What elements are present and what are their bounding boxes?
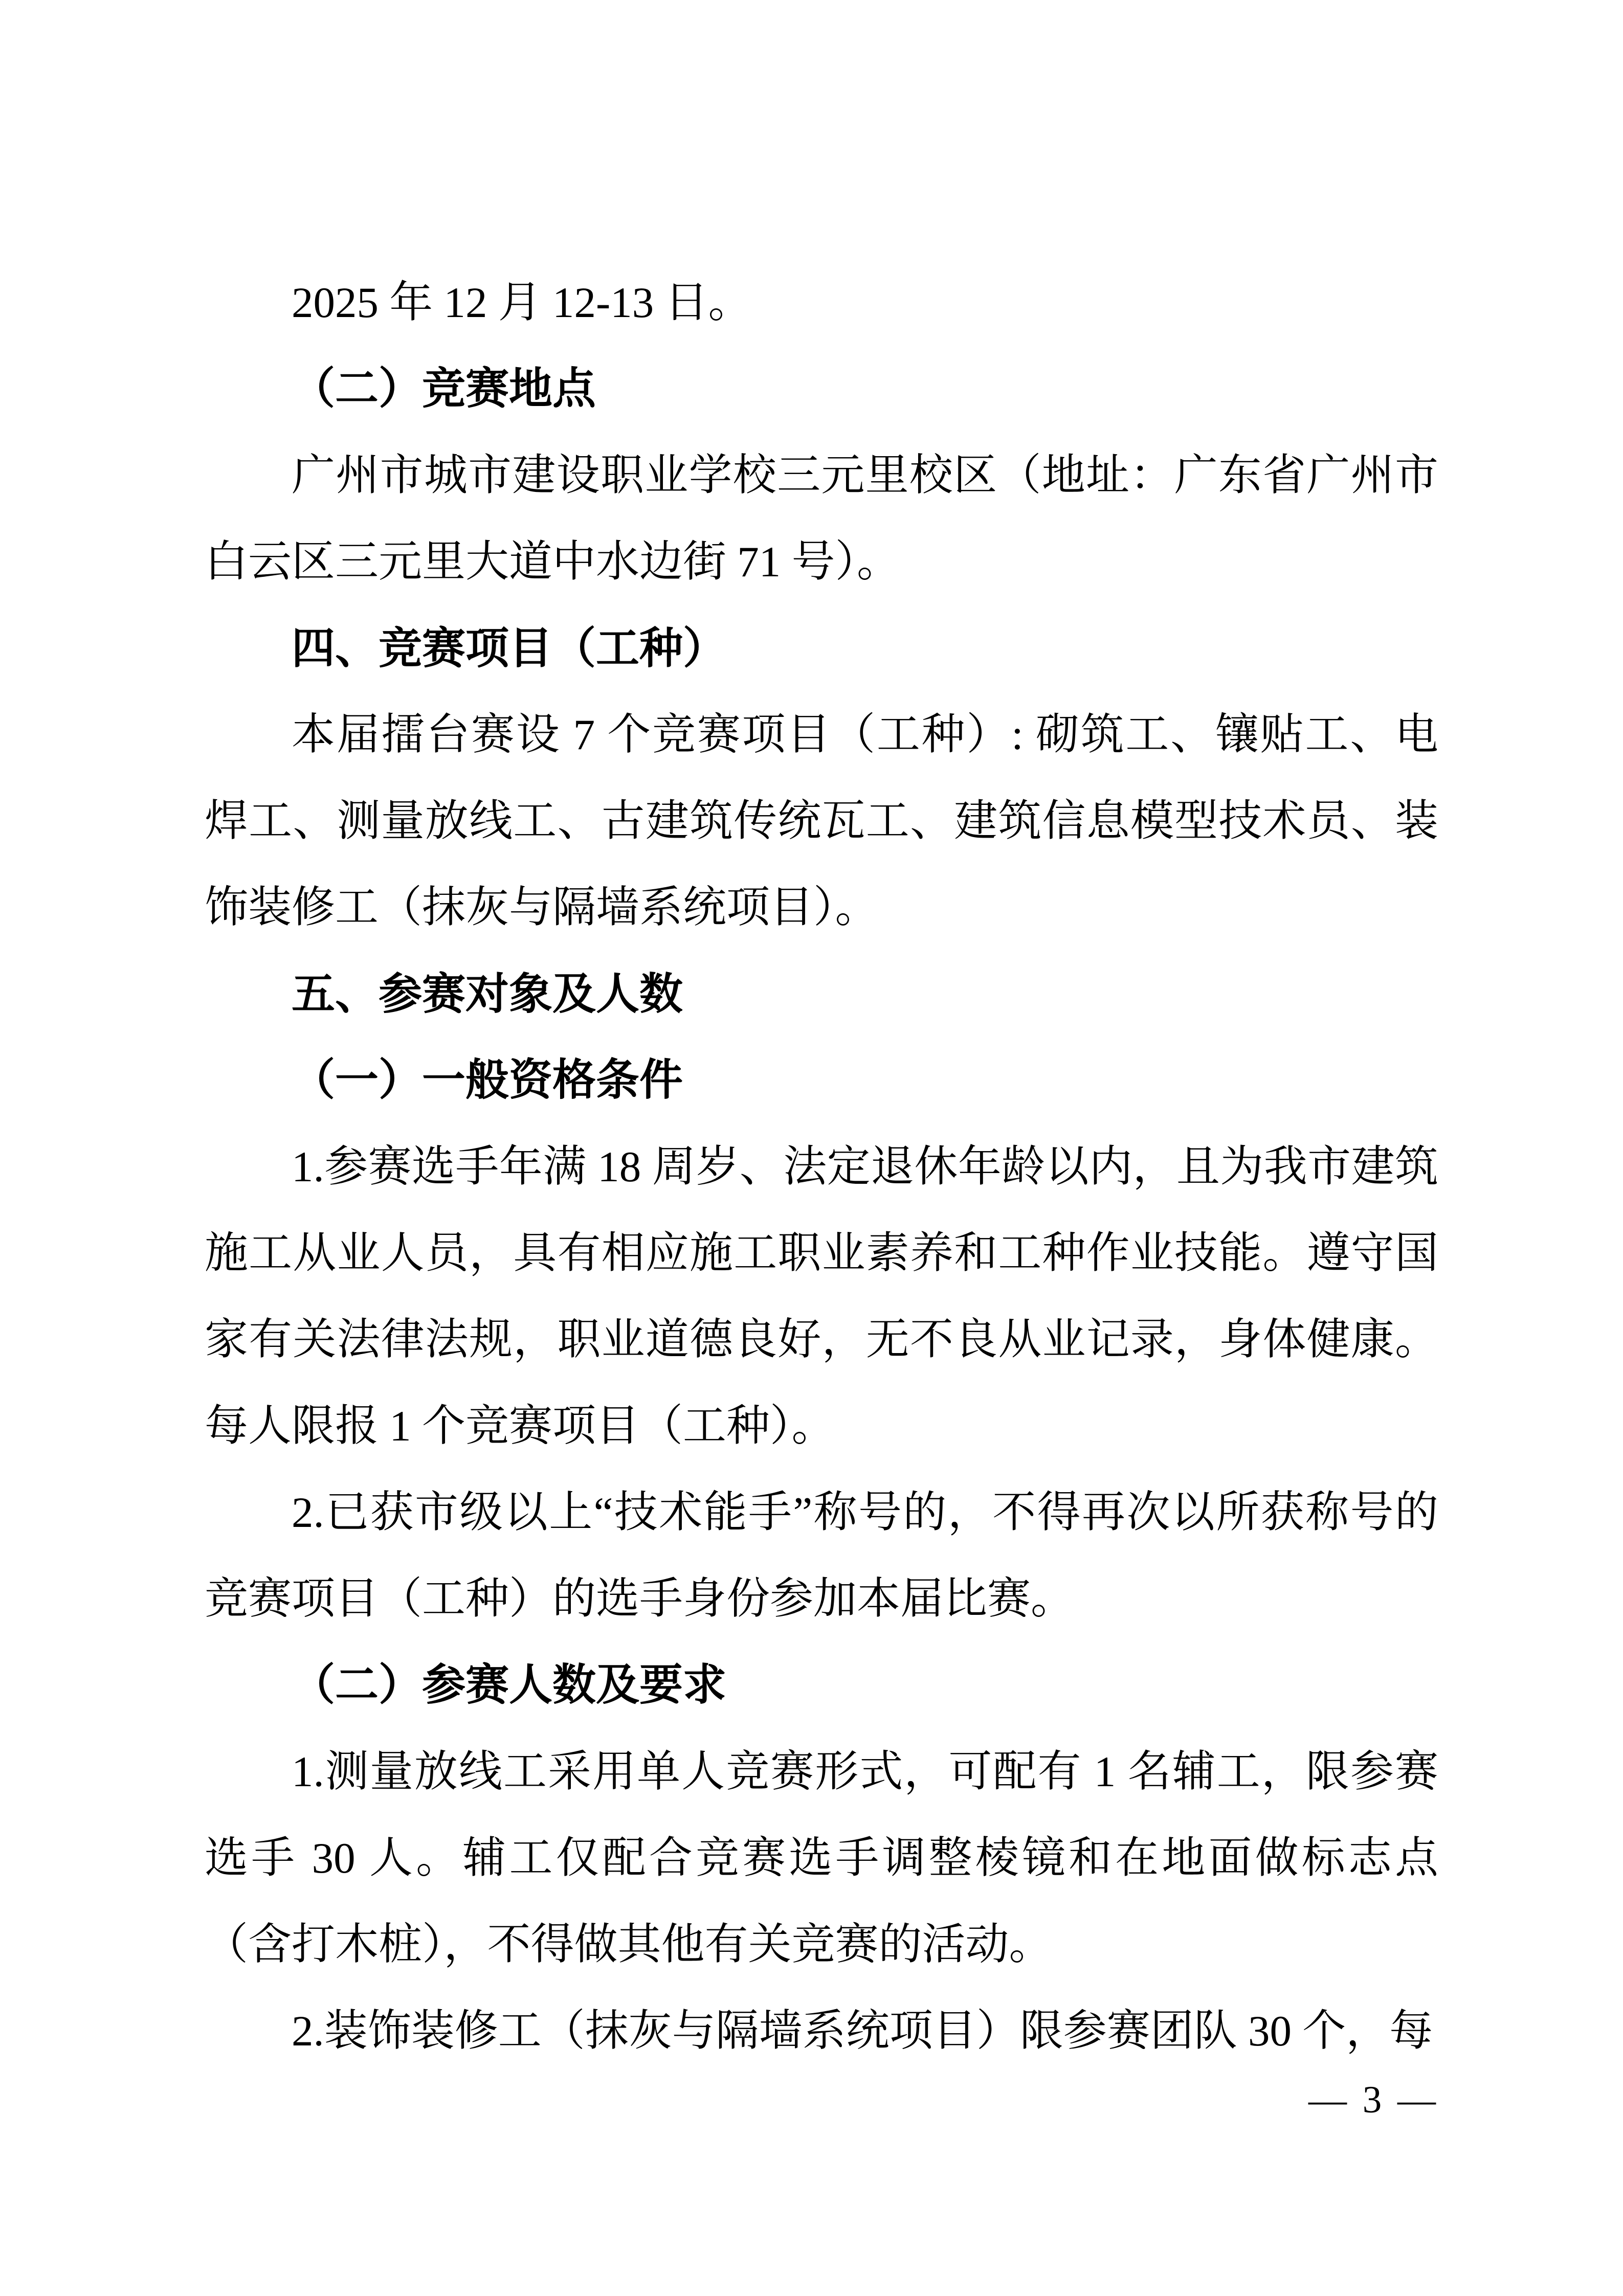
heading-competition-venue: （二）竞赛地点 xyxy=(292,365,596,413)
paragraph-eligibility-rule-2: 2.已获市级以上“技术能手”称号的，不得再次以所获称号的竞赛项目（工种）的选手身份参加本届比赛。 xyxy=(205,1489,1438,1623)
paragraph-event-list: 本届擂台赛设 7 个竞赛项目（工种）: 砌筑工、镶贴工、电焊工、测量放线工、古建筑传统瓦工、建筑信息模型技术员、装饰装修工（抹灰与隔墙系统项目）。 xyxy=(205,711,1438,932)
paragraph-participant-rule-1: 1.测量放线工采用单人竞赛形式，可配有 1 名辅工，限参赛选手 30 人。辅工仅配合竞赛选手调整棱镜和在地面做标志点（含打木桩），不得做其他有关竞赛的活动。 xyxy=(205,1748,1438,1969)
heading-general-eligibility: （一）一般资格条件 xyxy=(292,1056,683,1105)
heading-participant-count: （二）参赛人数及要求 xyxy=(292,1661,727,1709)
heading-section-4-events: 四、竞赛项目（工种） xyxy=(292,624,727,673)
document-body xyxy=(205,260,1438,2075)
paragraph-venue-address: 广州市城市建设职业学校三元里校区（地址：广东省广州市白云区三元里大道中水边街 71 号）。 xyxy=(205,452,1438,586)
heading-section-5-participants: 五、参赛对象及人数 xyxy=(292,970,683,1019)
paragraph-eligibility-rule-1: 1.参赛选手年满 18 周岁、法定退休年龄以内，且为我市建筑施工从业人员，具有相应施工职业素养和工种作业技能。遵守国家有关法律法规，职业道德良好，无不良从业记录，身体健康。每人限报 1 个竞赛项目（工种）。 xyxy=(205,1143,1438,1450)
page-number: — 3 — xyxy=(1308,2079,1439,2121)
paragraph-competition-date: 2025 年 12 月 12-13 日。 xyxy=(292,279,752,327)
paragraph-participant-rule-2: 2.装饰装修工（抹灰与隔墙系统项目）限参赛团队 30 个，每 xyxy=(292,2007,1433,2055)
